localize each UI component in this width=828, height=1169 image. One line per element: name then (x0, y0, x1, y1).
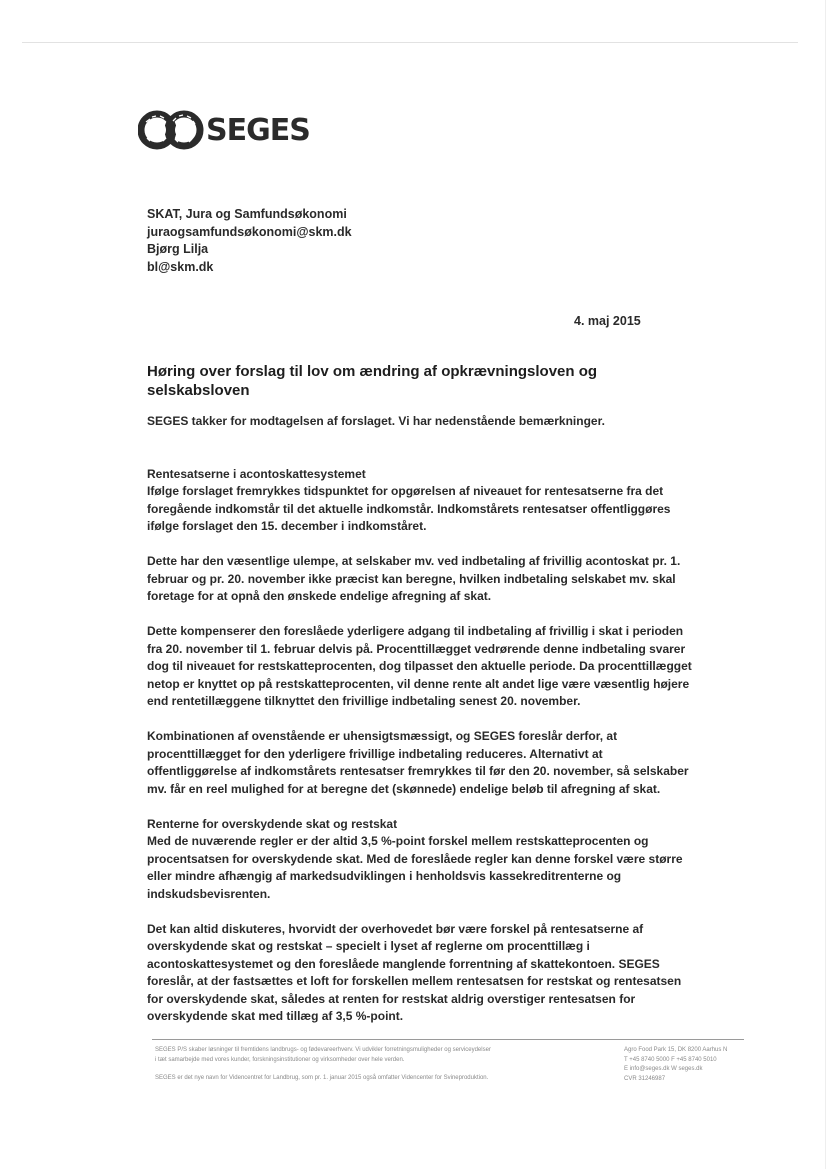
footer-cvr: CVR 31246987 (624, 1075, 666, 1082)
body-paragraph: Ifølge forslaget fremrykkes tidspunktet for opgørelsen af niveauet for rentesatserne fra det foregående indkomstår til det aktuelle indkomstår. Indkomstårets rentesatser offentliggøres ifølge forslaget den 15. december i indkomståret. (147, 484, 671, 533)
body-paragraph: Det kan altid diskuteres, hvorvidt der overhovedet bør være forskel på rentesatserne af overskydende skat og restskat – specielt i lyset af reglerne om procenttillæg i acontoskattesystemet og den foreslåede manglende forrentning af skattekontoen. SEGES foreslår, at der fastsættes et loft for forskellen mellem rentesatsen for restskat og rentesatsen for overskydende skat, således at renten for restskat aldrig overstiger rentesatsen for overskydende skat med tillæg af 3,5 %-point. (147, 921, 682, 1023)
scan-edge-line (22, 42, 798, 43)
footer-text-line: SEGES P/S skaber løsninger til fremtidens landbrugs- og fødevareerhverv. Vi udvikler forretningsmuligheder og serviceydelser (155, 1047, 491, 1053)
logo-brand-text: SEGES (206, 112, 310, 148)
body-paragraph: Dette har den væsentlige ulempe, at selskaber mv. ved indbetaling af frivillig acontoskat pr. 1. februar og pr. 20. november ikke præcist kan beregne, hvilken indbetaling selskabet mv. skal foretage for at opnå den ønskede endelige afregning af skat. (147, 554, 681, 603)
footer-divider (152, 1039, 744, 1040)
body-paragraph: Dette kompenserer den foreslåede yderligere adgang til indbetaling af frivillig i skat i perioden fra 20. november til 1. februar delvis på. Procenttillægget vedrørende denne indbetaling svarer dog til niveauet for restskatteprocenten, dog tilpasset den aktuelle periode. Da procenttillægget netop er knyttet op på restskatteprocenten, vil denne rente alt andet lige være væsentlig højere end rentetillæggene tilknyttet den frivillige indbetaling senest 20. november. (147, 624, 692, 708)
footer-text-line: i tæt samarbejde med vores kunder, forskningsinstitutioner og virksomheder over hele verden. (155, 1056, 405, 1063)
section-heading-renter: Renterne for overskydende skat og restskat (147, 816, 398, 831)
letter-date: 4. maj 2015 (574, 314, 641, 328)
footer-email-web: E info@seges.dk W seges.dk (624, 1066, 703, 1072)
recipient-block (147, 206, 352, 276)
recipient-person-email[interactable]: bl@skm.dk (147, 259, 214, 274)
footer-description (155, 1046, 555, 1084)
body-paragraph: Med de nuværende regler er der altid 3,5 %-point forskel mellem restskatteprocenten og procentsatsen for overskydende skat. Med de foreslåede regler kan denne forskel være større eller mindre afhængig af markedsudviklingen i henholdsvis kassekreditrenterne og indskudsbevisrenten. (147, 834, 683, 901)
recipient-organization: SKAT, Jura og Samfundsøkonomi (147, 207, 347, 221)
footer-contact (624, 1046, 756, 1084)
footer-text-line: SEGES er det nye navn for Videncentret for Landbrug, som pr. 1. januar 2015 også omfatter Videncenter for Svineproduktion. (155, 1075, 489, 1081)
recipient-org-email[interactable]: juraogsamfundsøkonomi@skm.dk (147, 224, 352, 239)
letter-body (147, 413, 692, 1026)
seges-logo-icon (138, 110, 204, 150)
body-paragraph: Kombinationen af ovenstående er uhensigtsmæssigt, og SEGES foreslår derfor, at procenttillægget for den yderligere frivillige indbetaling reduceres. Alternativt at offentliggørelse af indkomstårets rentesatser fremrykkes til før den 20. november, så selskaber mv. får en reel mulighed for at beregne det (skønnede) endelige beløb til afregning af skat. (147, 729, 689, 796)
footer-phone-fax: T +45 8740 5000 F +45 8740 5010 (624, 1056, 717, 1063)
intro-paragraph: SEGES takker for modtagelsen af forslaget. Vi har nedenstående bemærkninger. (147, 414, 605, 428)
scan-edge-right (825, 0, 826, 1169)
seges-logo (138, 110, 310, 150)
letter-title: Høring over forslag til lov om ændring af opkrævningsloven og selskabsloven (147, 363, 598, 399)
recipient-person: Bjørg Lilja (147, 242, 209, 256)
footer-address: Agro Food Park 15, DK 8200 Aarhus N (624, 1047, 728, 1053)
section-heading-rentesatser: Rentesatserne i acontoskattesystemet (147, 466, 366, 481)
